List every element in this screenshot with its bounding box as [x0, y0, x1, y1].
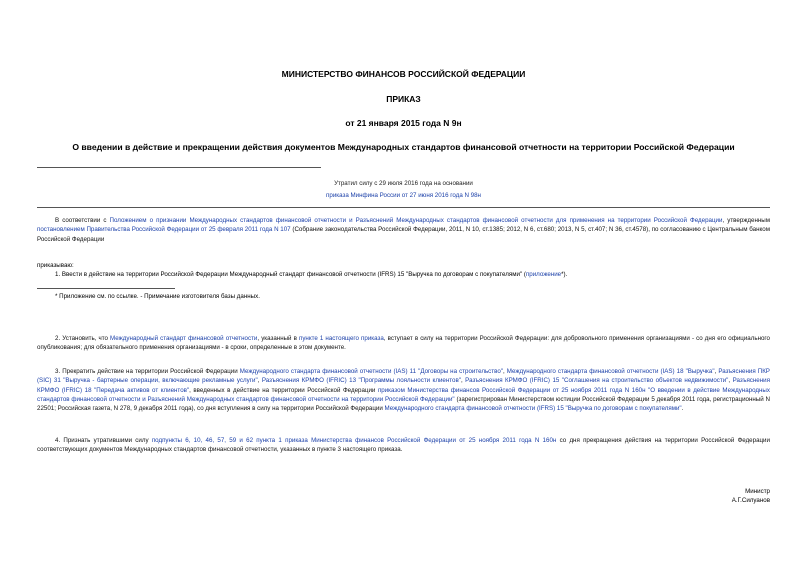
ifric-13-link[interactable]: Разъяснения КРМФО (IFRIC) 13 "Программы лояльности клиентов" [261, 377, 461, 385]
item-3: 3. Прекратить действие на территории Российской Федерации Международного стандарта финансовой отчетности (IAS) 11 "Договоры на строительство", Международного стандарта финансовой отчетности (IAS) 18 "Выручка", Разъяснения ПКР (SIC) 31 "Выручка - бартерные операции, включающие рекламные услуги", Разъяснения КРМФО (IFRIC) 13 "Программы лояльности клиентов", Разъяснения КРМФО (IFRIC) 15 "Соглашения на строительство объектов недвижимости", Разъяснения КРМФО (IFRIC) 18 "Передача активов от клиентов", введенных в действие на территории Российской Федерации приказом Министерства финансов Российской Федерации от 25 ноября 2011 года N 160н "О введении в действие Международных стандартов финансовой отчетности и Разъяснений Международных стандартов финансовой отчетности на территории Российской Федерации" (зарегистрирован Министерством юстиции Российской Федерации 5 декабря 2011 года, регистрационный N 22501; Российская газета, N 278, 9 декабря 2011 года), со дня вступления в силу на территории Российской Федерации Международного стандарта финансовой отчетности (IFRS) 15 "Выручка по договорам с покупателями". [37, 368, 770, 413]
date-number-heading: от 21 января 2015 года N 9н [345, 118, 462, 128]
signature-name: А.Г.Силуанов [731, 497, 770, 504]
status-note: Утратил силу с 29 июля 2016 года на основании [334, 180, 473, 187]
footnote: * Приложение см. по ссылке. - Примечание изготовителя базы данных. [55, 293, 260, 300]
subitems-link[interactable]: подпункты 6, 10, 46, 57, 59 и 62 пункта 1 приказа Министерства финансов Российской Федерации от 25 ноября 2011 года N 160н [151, 437, 557, 444]
ministry-heading: МИНИСТЕРСТВО ФИНАНСОВ РОССИЙСКОЙ ФЕДЕРАЦИИ [281, 69, 526, 79]
item-1-link[interactable]: пункте 1 настоящего приказа [298, 335, 384, 342]
paragraph-basis: В соответствии с Положением о признании Международных стандартов финансовой отчетности и Разъяснений Международных стандартов финансовой отчетности для применения на территории Российской Федерации, утвержденным постановлением Правительства Российской Федерации от 25 февраля 2011 года N 107 (Собрание законодательства Российской Федерации, 2011, N 10, ст.1385; 2012, N 6, ст.680; 2013, N 5, ст.407; N 36, ст.4578), по согласованию с Центральным банком Российской Федерации [37, 217, 771, 243]
document-title: О введении в действие и прекращении действия документов Международных стандартов финансовой отчетности на территории Российской Федерации [72, 142, 735, 152]
ifric-15-link[interactable]: Разъяснения КРМФО (IFRIC) 15 "Соглашения на строительство объектов недвижимости" [465, 377, 729, 385]
sic-31-link[interactable]: Разъяснения ПКР (SIC) 31 "Выручка - бартерные операции, включающие рекламные услуги" [37, 368, 770, 385]
doc-type-heading: ПРИКАЗ [386, 94, 421, 104]
ias-11-link[interactable]: Международного стандарта финансовой отчетности (IAS) 11 "Договоры на строительство" [239, 368, 503, 375]
status-link[interactable]: приказа Минфина России от 27 июня 2016 года N 98н [326, 192, 481, 199]
ifric-18-link[interactable]: Разъяснения КРМФО (IFRIC) 18 "Передача активов от клиентов" [37, 377, 770, 394]
appendix-link[interactable]: приложение [525, 271, 562, 278]
item-2: 2. Установить, что Международный стандарт финансовой отчетности, указанный в пункте 1 настоящего приказа, вступает в силу на территории Российской Федерации: для добровольного применения организациями - со дня его официального опубликования; для обязательного применения организациями - в сроки, определенные в этом документе. [37, 335, 770, 352]
ias-18-link[interactable]: Международного стандарта финансовой отчетности (IAS) 18 "Выручка" [506, 368, 715, 375]
divider [37, 167, 321, 168]
footnote-divider [37, 288, 175, 289]
item-1: 1. Ввести в действие на территории Российской Федерации Международный стандарт финансовой отчетности (IFRS) 15 "Выручка по договорам с покупателями" (приложение*). [55, 271, 568, 278]
order-160n-link[interactable]: приказом Министерства финансов Российской Федерации от 25 ноября 2011 года N 160н "О введении в действие Международных стандартов финансовой отчетности и Разъяснений Международных стандартов финансовой отчетности на территории Российской Федерации" [37, 386, 770, 403]
order-word: приказываю: [37, 262, 74, 269]
item-4: 4. Признать утратившими силу подпункты 6, 10, 46, 57, 59 и 62 пункта 1 приказа Министерства финансов Российской Федерации от 25 ноября 2011 года N 160н со дня прекращения действия на территории Российской Федерации соответствующих документов Международных стандартов финансовой отчетности, указанных в пункте 3 настоящего приказа. [37, 437, 770, 454]
signature-position: Министр [745, 488, 770, 495]
ifrs-15-link[interactable]: Международного стандарта финансовой отчетности (IFRS) 15 "Выручка по договорам с покупателями" [384, 405, 682, 413]
government-decree-link[interactable]: постановлением Правительства Российской Федерации от 25 февраля 2011 года N 107 [37, 226, 291, 234]
divider [37, 207, 770, 208]
ifrs-link[interactable]: Международный стандарт финансовой отчетности [110, 335, 258, 342]
regulation-link[interactable]: Положением о признании Международных стандартов финансовой отчетности и Разъяснений Международных стандартов финансовой отчетности для применения на территории Российской Федерации [109, 217, 723, 224]
